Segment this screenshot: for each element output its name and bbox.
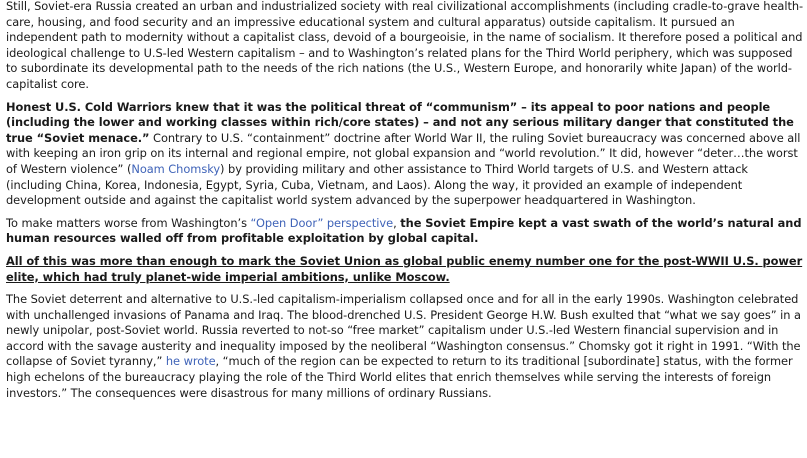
noam-chomsky-link[interactable]: Noam Chomsky	[131, 161, 221, 176]
article-body	[6, 0, 804, 408]
paragraph-text: Contrary to U.S. “containment” doctrine after World War II, the ruling Soviet bureaucracy was concerned above all with keeping an iron grip on its internal and regional empire, not global expansion and “world revolution.” It did, however “deter…the worst of Western violence” (	[6, 130, 801, 176]
paragraph-text: , “much of the region can be expected to return to its traditional [subordinate] status, with the former high echelons of the bureaucracy playing the role of the Third World elites that enrich themselves while serving the interests of foreign investors.” The consequences were disastrous for many millions of ordinary Russians.	[6, 354, 793, 400]
paragraph-text: The Soviet deterrent and alternative to U.S.-led capitalism-imperialism collapsed once and for all in the early 1990s. Washington celebrated with unchallenged invasions of Panama and Iraq. The blood-drenched U.S. President George H.W. Bush exulted that “what we say goes” in a newly unipolar, post-Soviet world. Russia reverted to not-so “free market” capitalism under U.S.-led Western financial supervision and in accord with the savage austerity and inequality imposed by the neoliberal “Washington consensus.” Chomsky got it right in 1991. “With the collapse of Soviet tyranny,”	[6, 292, 801, 369]
bold-statement: the Soviet Empire kept a vast swath of the world’s natural and human resources walled off from profitable exploitation by global capital.	[6, 215, 802, 246]
paragraph-text: Still, Soviet-era Russia created an urban and industrialized society with real civilizational accomplishments (including cradle-to-grave health-care, housing, and food security and an impressive educational system and cultural apparatus) outside capitalism. It pursued an independent path to modernity without a capitalist class, devoid of a bourgeoisie, in the name of socialism. It therefore posed a political and ideological challenge to U.S-led Western capitalism – and to Washington’s related plans for the Third World periphery, which was supposed to subordinate its developmental path to the needs of the rich nations (the U.S., Western Europe, and honorarily white Japan) of the world-capitalist core.	[6, 0, 804, 91]
underlined-text: All of this was more than enough to mark the Soviet Union as global public enemy number one for the post-WWII U.S. power elite, which had truly planet-wide imperial ambitions, unlike Moscow.	[6, 253, 803, 284]
open-door-perspective-link[interactable]: “Open Door” perspective	[250, 215, 394, 230]
bold-statement: Honest U.S. Cold Warriors knew that it was the political threat of “communism” – its appeal to poor nations and people (including the lower and working classes within rich/core states) – and not any serious military danger that constituted the true “Soviet menace.”	[6, 99, 794, 145]
paragraph-public-enemy	[6, 254, 804, 285]
he-wrote-link[interactable]: he wrote	[165, 354, 216, 369]
bold-underlined-statement	[6, 254, 802, 284]
paragraph-open-door	[6, 216, 804, 247]
paragraph-cold-warriors	[6, 100, 804, 209]
paragraph-text: To make matters worse from Washington’s	[6, 215, 251, 230]
paragraph-text: ) by providing military and other assistance to Third World targets of U.S. and Western attack (including China, Korea, Indonesia, Egypt, Syria, Cuba, Vietnam, and Laos). Along the way, it provided an example of independent development outside and against the capitalist world system advanced by the superpower headquartered in Washington.	[6, 161, 748, 208]
paragraph-collapse	[6, 292, 804, 401]
paragraph-soviet-accomplishments	[6, 0, 804, 93]
paragraph-text: ,	[393, 215, 401, 230]
